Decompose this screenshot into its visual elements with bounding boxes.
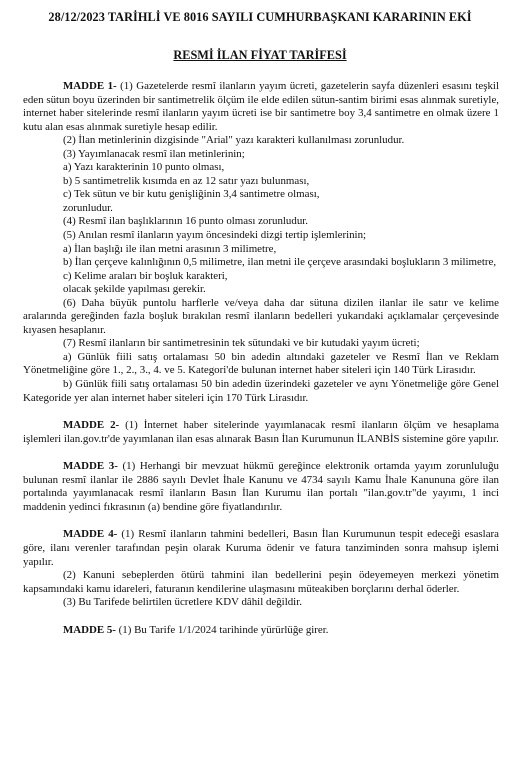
article-1-paragraph-3: (3) Yayımlanacak resmî ilan metinlerinin; [63, 147, 245, 160]
article-4-label: MADDE 4- [63, 528, 118, 541]
article-1-label: MADDE 1- [63, 80, 117, 92]
article-4-paragraph-3: (3) Bu Tarifede belirtilen ücretlere KDV dâhil değildir. [63, 596, 302, 609]
article-1-item-3-tail: zorunludur. [63, 201, 113, 214]
article-1-item-5a: a) İlan başlığı ile ilan metni arasının 3 milimetre, [63, 242, 277, 255]
article-5-paragraph-1: MADDE 5- (1) Bu Tarife 1/1/2024 tarihinde yürürlüğe girer. [63, 623, 329, 636]
document-header: 28/12/2023 TARİHLİ VE 8016 SAYILI CUMHURBAŞKANI KARARININ EKİ [48, 10, 472, 24]
article-2-paragraph-1: MADDE 2- (1) İnternet haber sitelerinde yayımlanacak resmî ilanların ölçüm ve hesaplama işlemleri ilan.gov.tr'de yayımlanan ilan esas alınarak Basın İlan Kurumunun İLANBİS sistemine göre yapılır. [23, 419, 500, 445]
article-1-item-5-tail: olacak şekilde yapılması gerekir. [63, 283, 206, 296]
article-1-item-7b: b) Günlük fiili satış ortalaması 50 bin adedin üzerindeki gazeteler ve aynı Yönetmeliğe göre Genel Kategoride yer alan internet haber siteleri için 170 Türk Lirasıdır. [23, 378, 499, 404]
article-5-label: MADDE 5- [63, 623, 116, 636]
article-1-paragraph-1: MADDE 1- (1) Gazetelerde resmî ilanların yayım ücreti, gazetelerin sayfa düzenleri esasını teşkil eden sütun boyu üzerinden bir santimetrelik ölçüm ile elde edilen sütun-santim birimi esas alınmak suretiyle, internet haber sitelerinde resmî ilanların yayım ücreti ise bir santimetre boy 3,4 santimetre en olmak üzere 1 kutu alan esas alınmak suretiyle hesap edilir. [23, 80, 499, 133]
article-1-item-3a: a) Yazı karakterinin 10 punto olması, [63, 161, 225, 174]
article-3-label: MADDE 3- [63, 460, 118, 473]
article-1-paragraph-2: (2) İlan metinlerinin dizgisinde "Arial" yazı karakteri kullanılması zorunludur. [63, 134, 405, 147]
article-1-item-3b: b) 5 santimetrelik kısımda en az 12 satır yazı bulunması, [63, 174, 310, 187]
article-1-paragraph-7: (7) Resmî ilanların bir santimetresinin tek sütundaki ve bir kutudaki yayım ücreti; [63, 337, 420, 350]
document-body [23, 80, 499, 637]
article-3-paragraph-1: MADDE 3- (1) Herhangi bir mevzuat hükmü gereğince elektronik ortamda yayım zorunluluğu bulunan resmî ilanlar ile 2886 sayılı Devlet İhale Kanunu ve 4734 sayılı Kamu İhale Kanununa göre ilan portalında yayımlanacak resmî ilanların Basın İlan Kurumu ilan portalı "ilan.gov.tr"de yayımı, 1 inci maddenin yedinci fıkrasının (a) bendine göre fiyatlandırılır. [23, 460, 499, 513]
article-1-item-5c: c) Kelime araları bir boşluk karakteri, [63, 269, 228, 282]
article-1-paragraph-5: (5) Anılan resmî ilanların yayım öncesindeki dizgi tertip işlemlerinin; [63, 229, 367, 242]
article-2-label: MADDE 2- [63, 419, 120, 432]
article-1-item-3c: c) Tek sütun ve bir kutu genişliğinin 3,4 santimetre olması, [63, 188, 320, 201]
article-4-paragraph-1: MADDE 4- (1) Resmî ilanların tahmini bedelleri, Basın İlan Kurumunun tespit edeceği esaslara göre, ilanı verenler tarafından peşin olarak Kuruma ödenir ve fatura tanziminden sonra mahsup işlemi yapılır. [23, 528, 499, 568]
article-4-paragraph-2: (2) Kanuni sebeplerden ötürü tahmini ilan bedellerini peşin ödeyemeyen merkezi yönetim kapsamındaki kamu idareleri, faturanın kendilerine ulaşmasını müteakiben borçlarını derhal öderler. [23, 569, 499, 595]
article-1-item-7a: a) Günlük fiili satış ortalaması 50 bin adedin altındaki gazeteler ve Resmî İlan ve Reklam Yönetmeliğine göre 1., 2., 3., 4. ve 5. Kategori'de bulunan internet haber siteleri için 140 Türk Lirasıdır. [23, 350, 499, 377]
article-1-paragraph-4: (4) Resmî ilan başlıklarının 16 punto olması zorunludur. [63, 215, 309, 228]
article-1-item-5b: b) İlan çerçeve kalınlığının 0,5 milimetre, ilan metni ile çerçeve arasındaki boşlukların 3 milimetre, [63, 256, 497, 269]
document-title: RESMİ İLAN FİYAT TARİFESİ [173, 48, 347, 62]
article-1-paragraph-6: (6) Daha büyük puntolu harflerle ve/veya daha dar sütuna dizilen ilanlar ile satır ve kelime aralarında gereğinden fazla boşluk bırakılan resmî ilanların bedelleri yukarıdaki açıklamalar çerçevesinde kıyasen hesaplanır. [23, 296, 499, 336]
